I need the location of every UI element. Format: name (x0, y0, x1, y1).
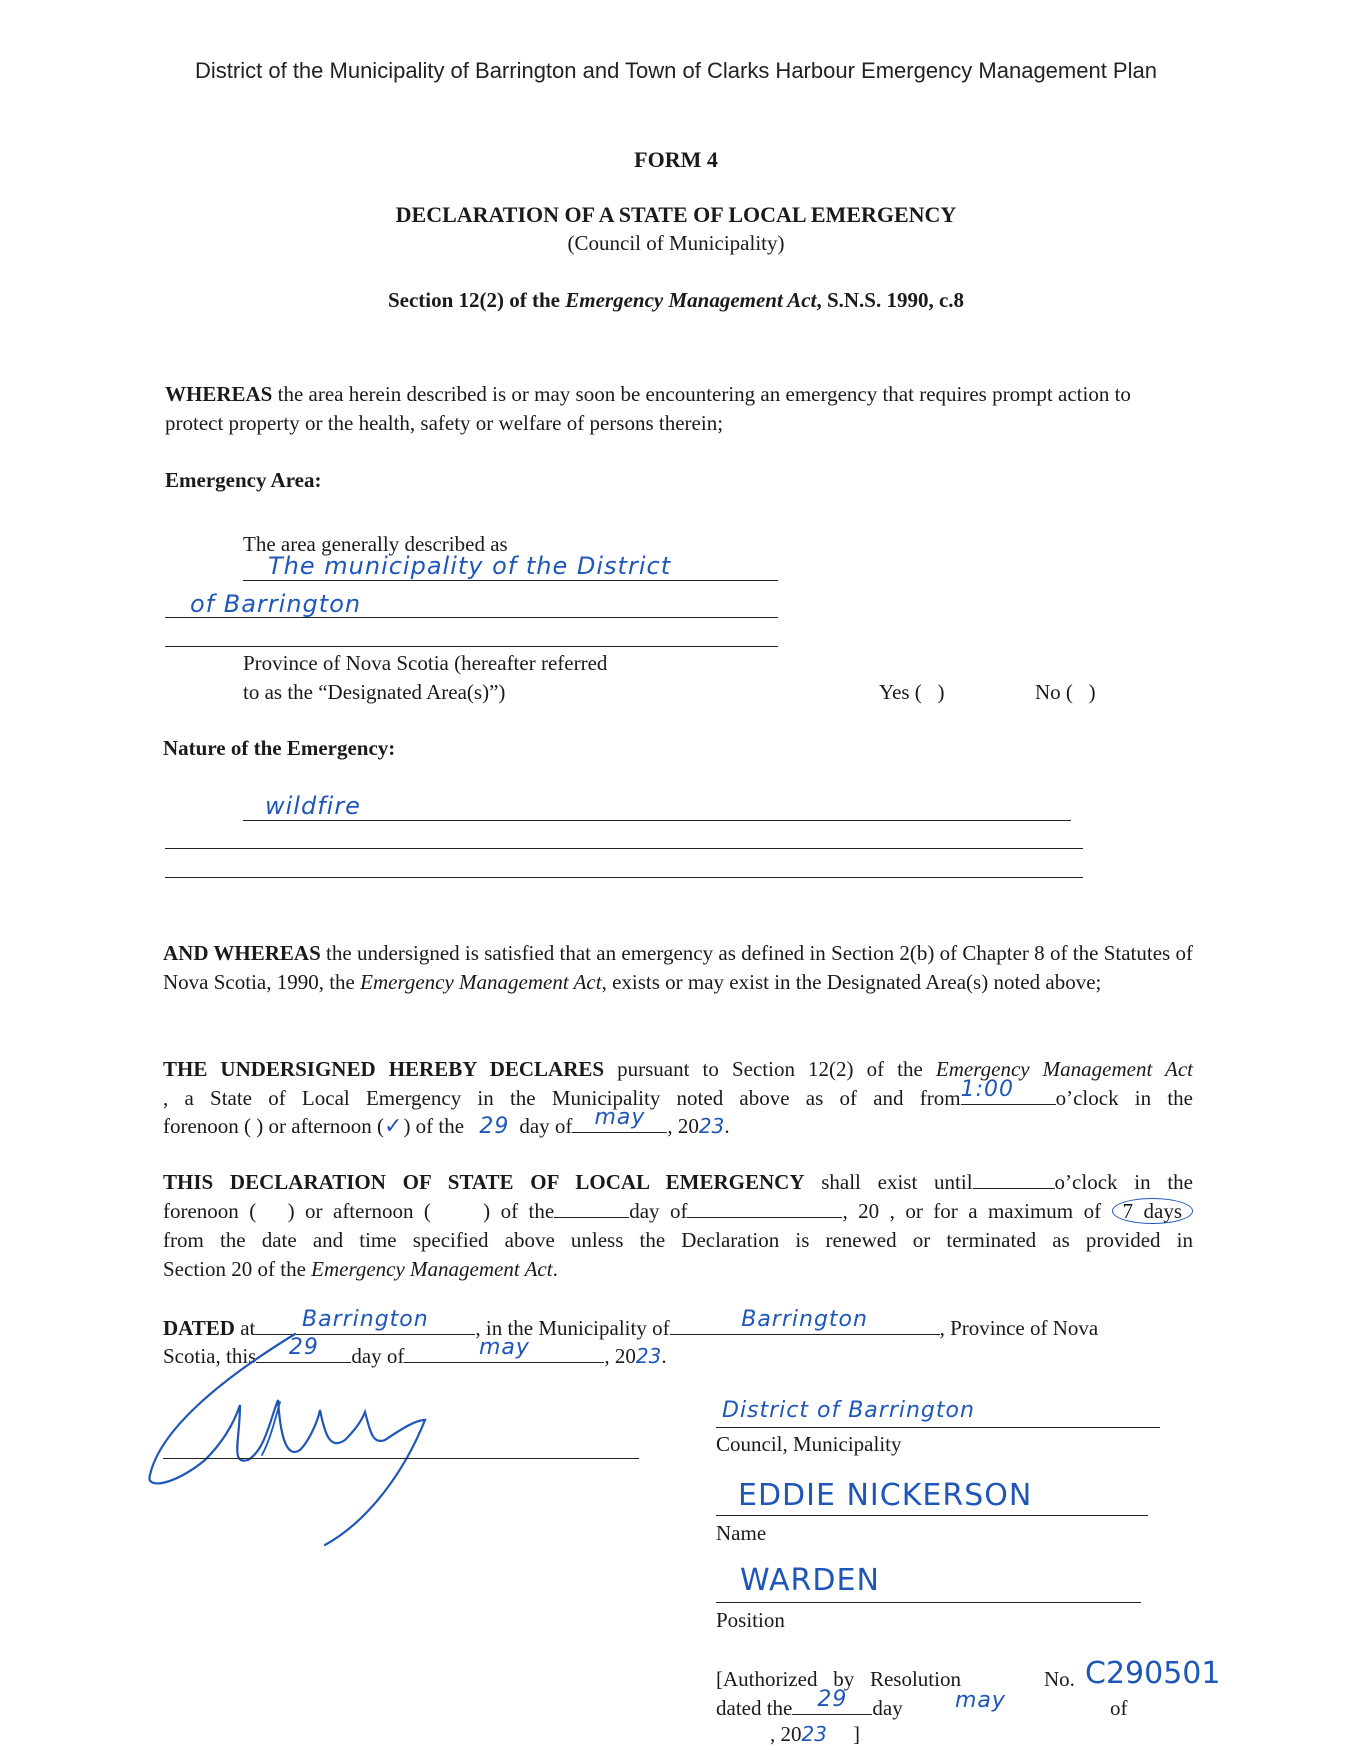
authorized-year: 23 (801, 1722, 827, 1746)
dated-at: at (234, 1316, 256, 1340)
authorized-dated (716, 1687, 903, 1723)
duration-act: Emergency Management Act (311, 1257, 553, 1281)
authorized-dated-the: dated the (716, 1696, 793, 1720)
name-value: EDDIE NICKERSON (738, 1478, 1033, 1513)
form-title: DECLARATION OF A STATE OF LOCAL EMERGENCY (395, 202, 957, 227)
and-whereas-text2: , exists or may exist in the Designated Area(s) noted above; (601, 970, 1102, 994)
authorized-day-label: day (872, 1696, 903, 1720)
form-subtitle: (Council of Municipality) (567, 231, 785, 255)
name-line (716, 1515, 1148, 1516)
and-whereas-text1: the undersigned is satisfied that an emergency as defined in Section 2(b) of Chapter 8 of the Statutes of Nova Scotia, 1990, the (163, 941, 1193, 994)
and-whereas-lead: AND WHEREAS (163, 941, 321, 965)
nature-handwritten: wildfire (265, 792, 361, 820)
province-line2: to as the “Designated Area(s)”) (243, 680, 506, 704)
max-days-circled: 7 days (1112, 1198, 1193, 1224)
signature-line (163, 1458, 639, 1459)
declares-text7: , 20 (667, 1114, 699, 1138)
emergency-area-label: Emergency Area: (165, 468, 322, 492)
council-line (716, 1427, 1160, 1428)
authorized-of: of (1110, 1696, 1128, 1720)
whereas-text: the area herein described is or may soon be encountering an emergency that requires prompt action to protect property or the health, safety or welfare of persons therein; (165, 382, 1131, 435)
declares-text8: . (724, 1114, 730, 1138)
authorized-bracket: ] (852, 1722, 860, 1746)
declares-text5: ) of the (403, 1114, 465, 1138)
dated-municipality: Barrington (741, 1307, 868, 1332)
authorized-day-blank (792, 1687, 872, 1715)
declares-month: may (594, 1105, 646, 1130)
duration-text1: shall exist until (804, 1170, 973, 1194)
duration-text5: , 20 , or for a maximum of (842, 1199, 1102, 1223)
no-option: No ( ) (1035, 680, 1096, 704)
dated-day: 29 (288, 1335, 319, 1360)
area-intro: The area generally described as (243, 532, 508, 556)
plan-title: District of the Municipality of Barrington and Town of Clarks Harbour Emergency Management Plan (195, 58, 1157, 83)
dated-in-muni: , in the Municipality of (475, 1316, 670, 1340)
form-number: FORM 4 (634, 147, 718, 172)
dated-province: , Province of Nova (939, 1316, 1099, 1340)
and-whereas-act: Emergency Management Act (360, 970, 602, 994)
dated-year-prefix: , 20 (604, 1344, 636, 1368)
declares-text6: day of (519, 1114, 573, 1138)
dated-month: may (478, 1335, 530, 1360)
duration-text8: . (552, 1257, 558, 1281)
dated-period: . (661, 1344, 667, 1368)
afternoon-check: ✓ (384, 1114, 404, 1139)
declares-text4: forenoon ( ) or afternoon ( (163, 1114, 384, 1138)
area-handwritten-line2: of Barrington (190, 590, 362, 618)
declares-lead: THE UNDERSIGNED HEREBY DECLARES (163, 1057, 605, 1081)
whereas-lead: WHEREAS (165, 382, 273, 406)
position-label: Position (716, 1608, 785, 1632)
yes-option: Yes ( ) (879, 680, 945, 704)
declares-text2: , a State of Local Emergency in the Municipality noted above as of and from (163, 1086, 961, 1110)
duration-text6: from the date and time specified above unless the Declaration is renewed or terminated as provided in (163, 1228, 1193, 1252)
section-prefix: Section 12(2) of the (387, 288, 566, 312)
section-suffix: , S.N.S. 1990, c.8 (816, 288, 965, 312)
duration-text4: day of (629, 1199, 688, 1223)
resolution-number: C290501 (1085, 1656, 1221, 1691)
resolution-no-label: No. (1044, 1667, 1075, 1691)
declares-text1: pursuant to Section 12(2) of the (604, 1057, 936, 1081)
province-line1: Province of Nova Scotia (hereafter referred (243, 651, 608, 675)
authorized-day: 29 (817, 1687, 848, 1712)
position-line (716, 1602, 1141, 1603)
duration-lead: THIS DECLARATION OF STATE OF LOCAL EMERGENCY (163, 1170, 805, 1194)
duration-text7: Section 20 of the (163, 1257, 312, 1281)
duration-text3: forenoon ( ) or afternoon ( ) of the (163, 1199, 555, 1223)
council-label: Council, Municipality (716, 1432, 902, 1456)
declares-day: 29 (479, 1114, 510, 1139)
declares-text3: o’clock in the (1055, 1086, 1193, 1110)
declares-act: Emergency Management Act (935, 1057, 1193, 1081)
authorized-year-prefix: , 20 (770, 1722, 802, 1746)
duration-text2: o’clock in the (1054, 1170, 1193, 1194)
declares-time: 1:00 (960, 1077, 1014, 1102)
authorized-year-line (770, 1720, 860, 1749)
dated-year: 23 (635, 1344, 662, 1368)
dated-day-of: day of (351, 1344, 405, 1368)
authorized-text: [Authorized by Resolution (716, 1667, 961, 1691)
dated-lead: DATED (163, 1316, 235, 1340)
dated-scotia: Scotia, this (163, 1344, 257, 1368)
position-value: WARDEN (740, 1563, 880, 1598)
name-label: Name (716, 1521, 767, 1545)
section-act: Emergency Management Act (565, 288, 817, 312)
area-handwritten-line1: The municipality of the District (268, 552, 672, 580)
dated-place: Barrington (302, 1307, 429, 1332)
council-value: District of Barrington (722, 1398, 975, 1423)
declares-year: 23 (698, 1114, 725, 1138)
nature-label: Nature of the Emergency: (163, 736, 396, 760)
authorized-month: may (955, 1688, 1006, 1713)
